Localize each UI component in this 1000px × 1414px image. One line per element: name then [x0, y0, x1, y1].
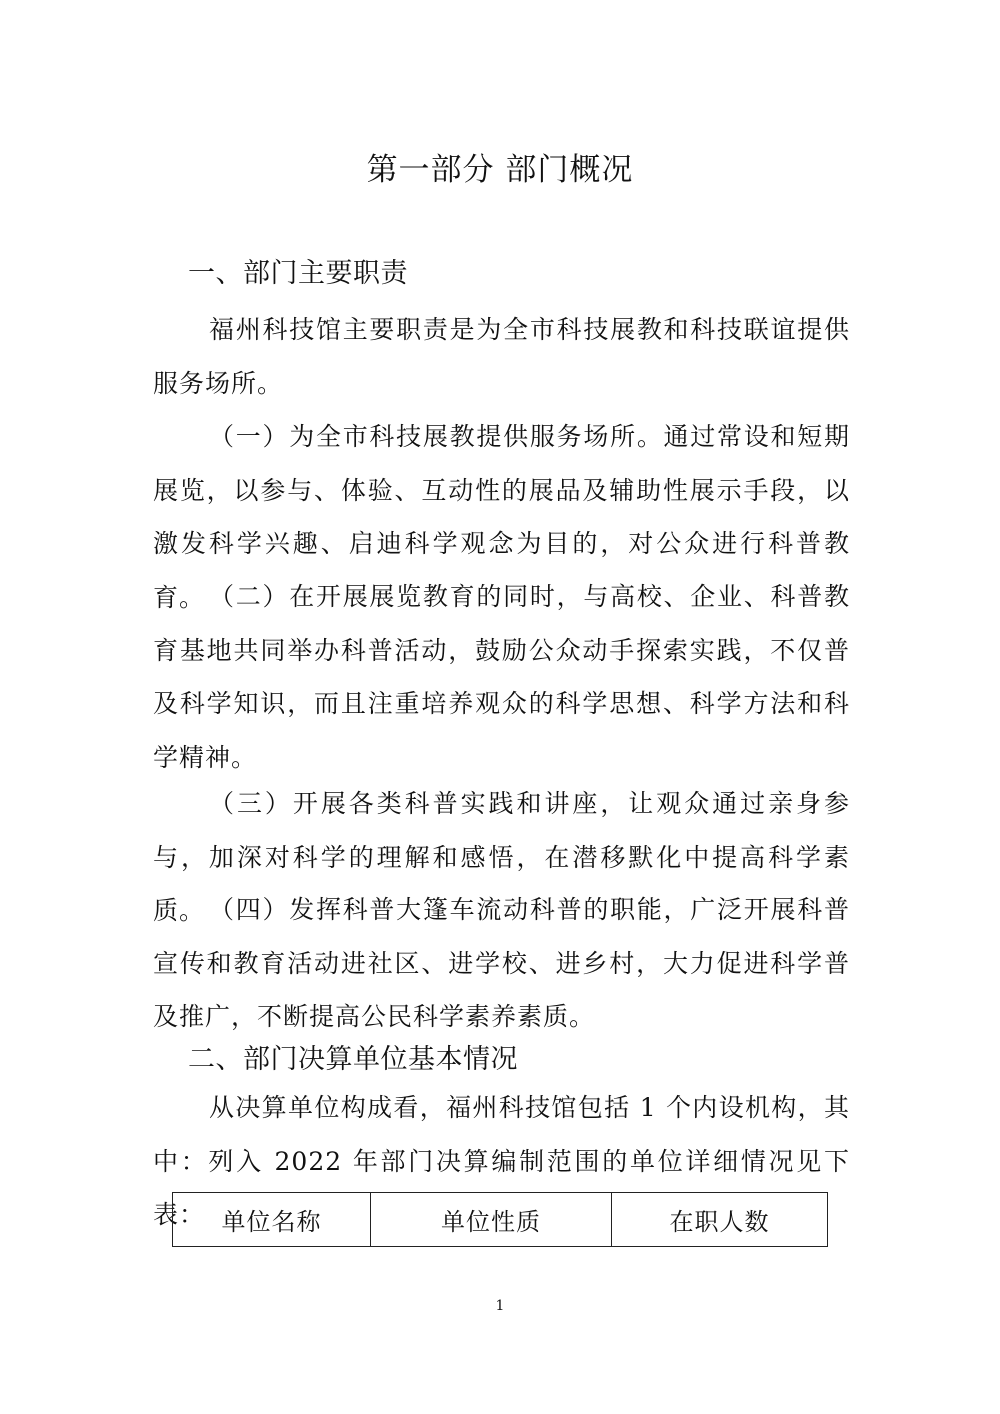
table-header-staff-count: 在职人数 — [612, 1193, 828, 1247]
paragraph-duty-3: （三）开展各类科普实践和讲座，让观众通过亲身参与，加深对科学的理解和感悟，在潜移默化中提高科学素质。 — [153, 789, 850, 925]
table-header-row — [173, 1193, 828, 1247]
paragraph-duty-2: （二）在开展展览教育的同时，与高校、企业、科普教育基地共同举办科普活动，鼓励公众动手探索实践，不仅普及科学知识，而且注重培养观众的科学思想、科学方法和科学精神。 — [153, 582, 850, 772]
paragraph-duty-1: （一）为全市科技展教提供服务场所。通过常设和短期展览，以参与、体验、互动性的展品及辅助性展示手段，以激发科学兴趣、启迪科学观念为目的，对公众进行科普教育。 — [153, 422, 850, 612]
table-header-unit-name: 单位名称 — [173, 1193, 371, 1247]
table-header-unit-type: 单位性质 — [371, 1193, 612, 1247]
section-heading-duties: 一、部门主要职责 — [188, 258, 408, 289]
paragraph-duty-4: （四）发挥科普大篷车流动科普的职能，广泛开展科普宣传和教育活动进社区、进学校、进乡村，大力促进科学普及推广，不断提高公民科学素养素质。 — [153, 895, 850, 1031]
page-title: 第一部分 部门概况 — [366, 152, 634, 188]
page-number: 1 — [495, 1298, 505, 1314]
paragraph-units-intro: 从决算单位构成看，福州科技馆包括 1 个内设机构，其中：列入 2022 年部门决算编制范围的单位详细情况见下表： — [153, 1093, 850, 1229]
section-heading-units: 二、部门决算单位基本情况 — [188, 1044, 518, 1075]
paragraph-duties-intro: 福州科技馆主要职责是为全市科技展教和科技联谊提供服务场所。 — [153, 315, 850, 398]
units-table — [172, 1192, 828, 1247]
